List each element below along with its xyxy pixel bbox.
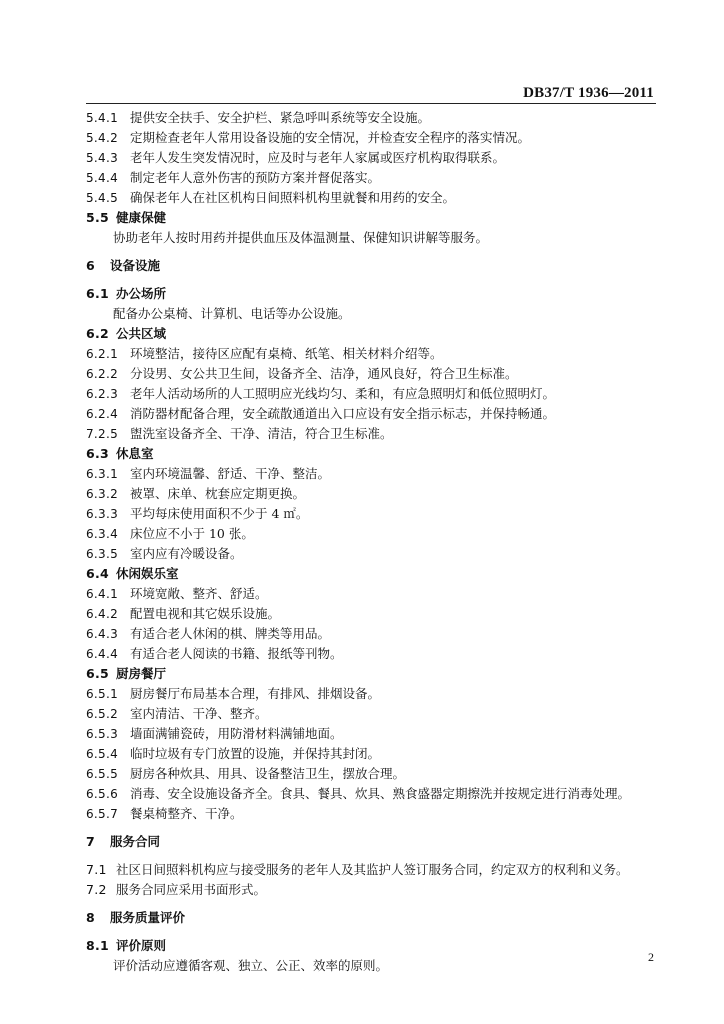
clause-7-2-5: 7.2.5 盥洗室设备齐全、干净、清洁，符合卫生标准。 <box>86 426 393 441</box>
standard-code: DB37/T 1936—2011 <box>523 85 654 101</box>
section-5-5-heading: 5.5 健康保健 <box>86 210 167 225</box>
clause-5-4-1: 5.4.1 提供安全扶手、安全护栏、紧急呼叫系统等安全设施。 <box>86 110 431 125</box>
clause-5-4-5: 5.4.5 确保老年人在社区机构日间照料机构里就餐和用药的安全。 <box>86 190 456 205</box>
clause-6-5-5: 6.5.5 厨房各种炊具、用具、设备整洁卫生，摆放合理。 <box>86 766 406 781</box>
clause-6-2-4: 6.2.4 消防器材配备合理，安全疏散通道出入口应设有安全指示标志，并保持畅通。 <box>86 406 556 421</box>
section-6-2-heading: 6.2 公共区域 <box>86 326 167 341</box>
section-6-5-heading: 6.5 厨房餐厅 <box>86 666 167 681</box>
clause-6-2-3: 6.2.3 老年人活动场所的人工照明应光线均匀、柔和，有应急照明灯和低位照明灯。 <box>86 386 556 401</box>
clause-6-5-2: 6.5.2 室内清洁、干净、整齐。 <box>86 706 268 721</box>
section-6-4-heading: 6.4 休闲娱乐室 <box>86 566 179 581</box>
page-number: 2 <box>648 950 654 964</box>
clause-6-4-2: 6.4.2 配置电视和其它娱乐设施。 <box>86 606 281 621</box>
section-8-1-paragraph: 评价活动应遵循客观、独立、公正、效率的原则。 <box>113 958 389 973</box>
section-5-5-paragraph: 协助老年人按时用药并提供血压及体温测量、保健知识讲解等服务。 <box>113 230 489 245</box>
clause-6-2-2: 6.2.2 分设男、女公共卫生间，设备齐全、洁净，通风良好，符合卫生标准。 <box>86 366 518 381</box>
clause-5-4-2: 5.4.2 定期检查老年人常用设备设施的安全情况，并检查安全程序的落实情况。 <box>86 130 531 145</box>
clause-6-2-1: 6.2.1 环境整洁，接待区应配有桌椅、纸笔、相关材料介绍等。 <box>86 346 443 361</box>
clause-6-5-3: 6.5.3 墙面满铺瓷砖，用防滑材料满铺地面。 <box>86 726 343 741</box>
chapter-8-heading: 8 服务质量评价 <box>86 910 186 925</box>
clause-6-3-5: 6.3.5 室内应有冷暖设备。 <box>86 546 243 561</box>
section-6-1-heading: 6.1 办公场所 <box>86 286 167 301</box>
clause-6-3-1: 6.3.1 室内环境温馨、舒适、干净、整洁。 <box>86 466 331 481</box>
clause-6-4-3: 6.4.3 有适合老人休闲的棋、牌类等用品。 <box>86 626 331 641</box>
clause-6-3-2: 6.3.2 被罩、床单、枕套应定期更换。 <box>86 486 306 501</box>
clause-6-3-4: 6.3.4 床位应不小于 10 张。 <box>86 526 254 541</box>
section-6-1-paragraph: 配备办公桌椅、计算机、电话等办公设施。 <box>113 306 351 321</box>
header-rule <box>86 103 656 104</box>
chapter-6-heading: 6 设备设施 <box>86 258 161 273</box>
clause-5-4-4: 5.4.4 制定老年人意外伤害的预防方案并督促落实。 <box>86 170 381 185</box>
chapter-7-heading: 7 服务合同 <box>86 834 161 849</box>
clause-6-5-6: 6.5.6 消毒、安全设施设备齐全。食具、餐具、炊具、熟食盛器定期擦洗并按规定进行消毒处理。 <box>86 786 631 801</box>
clause-7-2: 7.2 服务合同应采用书面形式。 <box>86 882 267 897</box>
clause-6-4-4: 6.4.4 有适合老人阅读的书籍、报纸等刊物。 <box>86 646 343 661</box>
section-8-1-heading: 8.1 评价原则 <box>86 938 167 953</box>
clause-5-4-3: 5.4.3 老年人发生突发情况时，应及时与老年人家属或医疗机构取得联系。 <box>86 150 506 165</box>
clause-6-3-3: 6.3.3 平均每床使用面积不少于 4 ㎡。 <box>86 506 309 521</box>
section-6-3-heading: 6.3 休息室 <box>86 446 154 461</box>
clause-6-5-1: 6.5.1 厨房餐厅布局基本合理，有排风、排烟设备。 <box>86 686 381 701</box>
clause-7-1: 7.1 社区日间照料机构应与接受服务的老年人及其监护人签订服务合同，约定双方的权利和义务。 <box>86 862 629 877</box>
clause-6-5-4: 6.5.4 临时垃圾有专门放置的设施，并保持其封闭。 <box>86 746 381 761</box>
clause-6-4-1: 6.4.1 环境宽敞、整齐、舒适。 <box>86 586 268 601</box>
clause-6-5-7: 6.5.7 餐桌椅整齐、干净。 <box>86 806 243 821</box>
